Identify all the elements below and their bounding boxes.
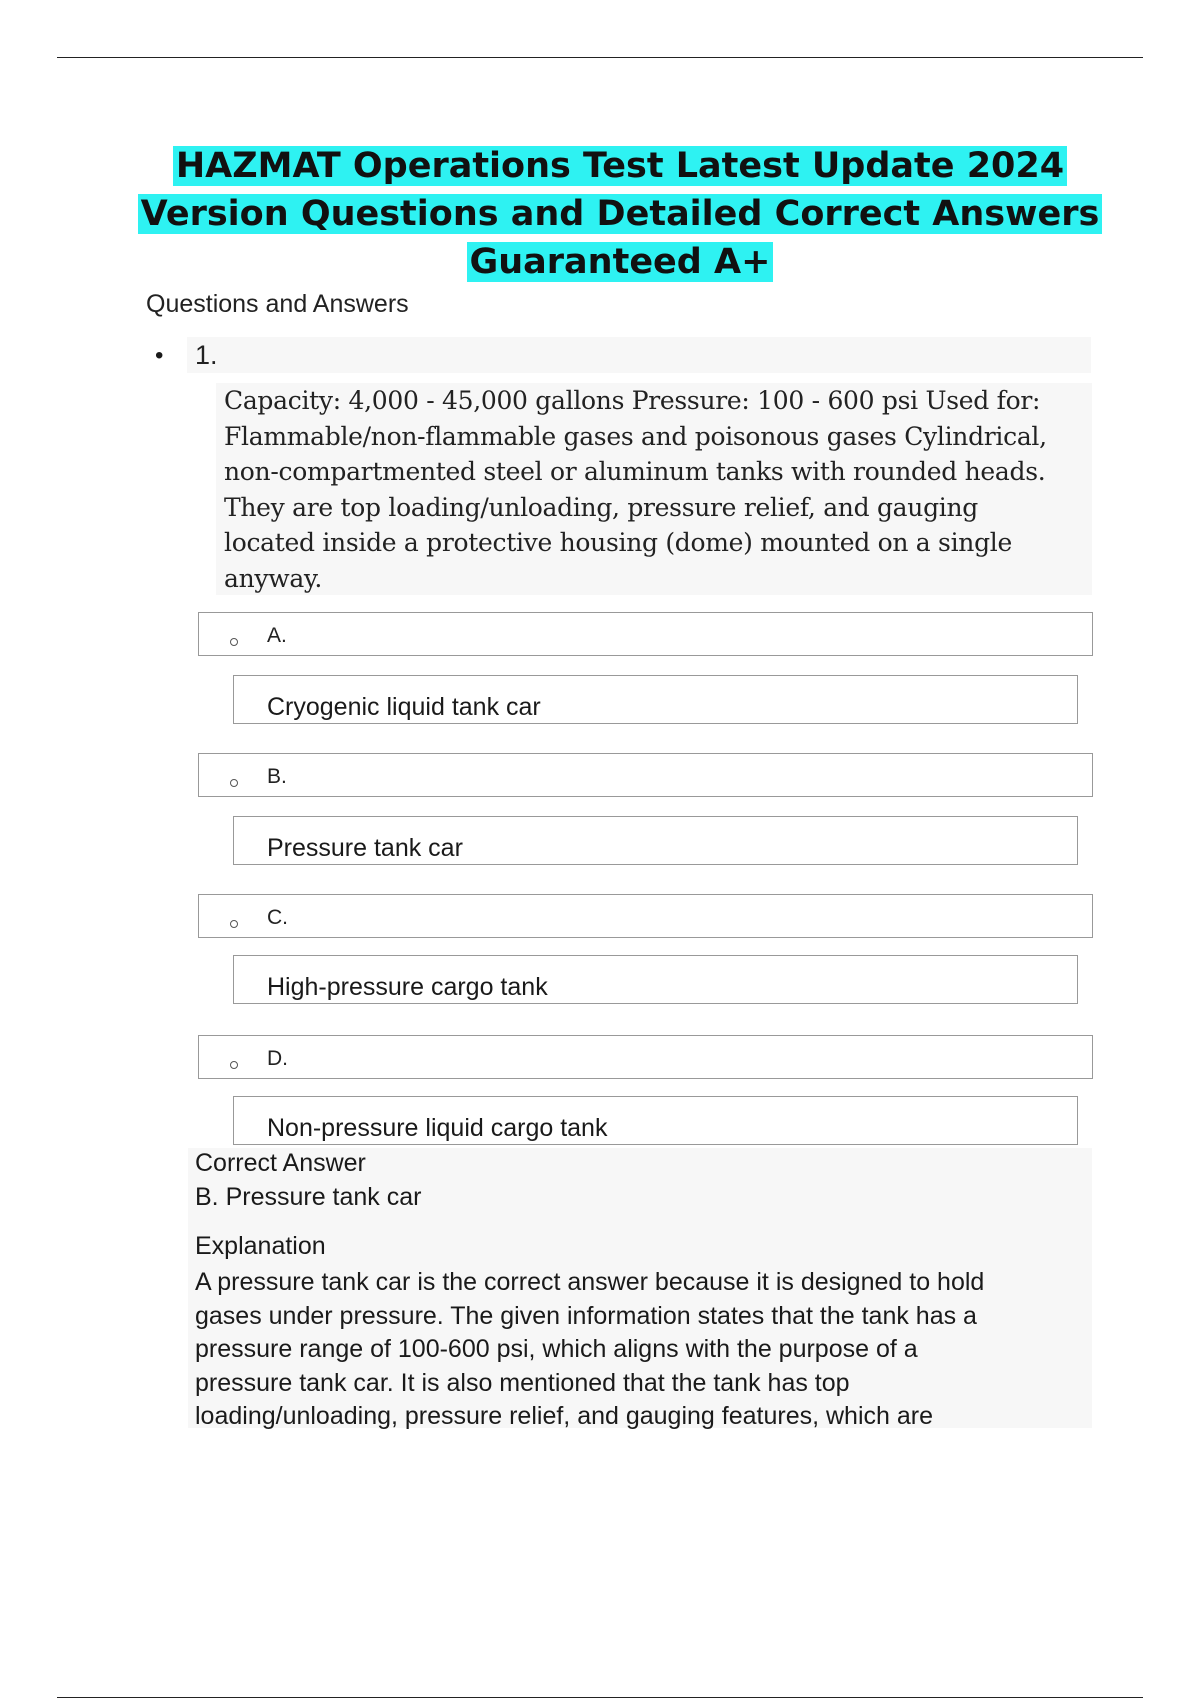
option-d-text[interactable]: Non-pressure liquid cargo tank <box>233 1096 1078 1145</box>
question-stem <box>216 383 1092 595</box>
circle-bullet-icon <box>230 1061 238 1069</box>
header-rule <box>57 57 1143 58</box>
option-letter: C. <box>267 906 288 929</box>
option-letter: D. <box>267 1047 288 1070</box>
explanation-line: loading/unloading, pressure relief, and gauging features, which are <box>195 1402 933 1430</box>
option-c-header[interactable] <box>198 894 1093 938</box>
document-title <box>0 142 1200 286</box>
correct-answer-value: B. Pressure tank car <box>195 1183 422 1211</box>
circle-bullet-icon <box>230 638 238 646</box>
explanation-label: Explanation <box>195 1232 326 1260</box>
circle-bullet-icon <box>230 920 238 928</box>
stem-line: Flammable/non-flammable gases and poisonous gases Cylindrical, <box>224 421 1047 451</box>
list-bullet: • <box>155 342 164 369</box>
stem-line: located inside a protective housing (dome) mounted on a single <box>224 528 1012 557</box>
explanation-text <box>195 1266 1085 1434</box>
explanation-line: pressure range of 100-600 psi, which aligns with the purpose of a <box>195 1335 918 1363</box>
stem-line: non-compartmented steel or aluminum tanks with rounded heads. <box>224 457 1046 486</box>
option-c-text[interactable]: High-pressure cargo tank <box>233 955 1078 1004</box>
explanation-line: A pressure tank car is the correct answer because it is designed to hold <box>195 1268 985 1296</box>
option-a-text[interactable]: Cryogenic liquid tank car <box>233 675 1078 724</box>
option-b-header[interactable] <box>198 753 1093 797</box>
option-letter: A. <box>267 624 287 647</box>
section-label: Questions and Answers <box>146 290 409 318</box>
option-a-header[interactable] <box>198 612 1093 656</box>
footer-rule <box>57 1697 1143 1698</box>
option-letter: B. <box>267 765 287 788</box>
explanation-line: gases under pressure. The given information states that the tank has a <box>195 1301 977 1330</box>
explanation-line: pressure tank car. It is also mentioned that the tank has top <box>195 1368 850 1397</box>
question-number: 1. <box>187 337 1091 373</box>
stem-line: anyway. <box>224 563 323 593</box>
option-d-header[interactable] <box>198 1035 1093 1079</box>
circle-bullet-icon <box>230 779 238 787</box>
correct-answer-label: Correct Answer <box>195 1149 366 1177</box>
option-b-text[interactable]: Pressure tank car <box>233 816 1078 865</box>
stem-line: They are top loading/unloading, pressure relief, and gauging <box>224 492 978 522</box>
title-line-1: HAZMAT Operations Test Latest Update 2024 <box>173 146 1067 186</box>
title-line-2: Version Questions and Detailed Correct Answers <box>138 194 1103 234</box>
title-line-3: Guaranteed A+ <box>467 242 774 282</box>
stem-line: Capacity: 4,000 - 45,000 gallons Pressure: 100 - 600 psi Used for: <box>224 386 1041 415</box>
